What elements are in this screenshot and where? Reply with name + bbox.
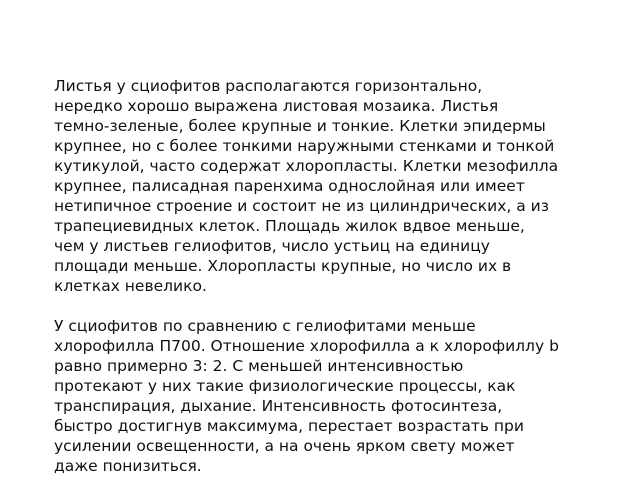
paragraph-shade-leaves: Листья у сциофитов располагаются горизонтально, нередко хорошо выражена листовая мозаика. Листья темно-зеленые, более крупные и тонкие. Клетки эпидермы крупнее, но с более тонкими наружными стенками и тонкой кутикулой, часто содержат хлоропласты. Клетки мезофилла крупнее, палисадная паренхима однослойная или имеет нетипичное строение и состоит не из цилиндрических, а из трапециевидных клеток. Площадь жилок вдвое меньше, чем у листьев гелиофитов, число устьиц на единицу площади меньше. Хлоропласты крупные, но число их в клетках невелико.: [54, 77, 559, 295]
paragraph-shade-physiology: У сциофитов по сравнению с гелиофитами меньше хлорофилла П700. Отношение хлорофилла а к хлорофиллу b равно примерно 3: 2. С меньшей интенсивностью протекают у них такие физиологические процессы, как транспирация, дыхание. Интенсивность фотосинтеза, быстро достигнув максимума, перестает возрастать при усилении освещенности, а на очень ярком свету может даже понизиться.: [54, 317, 559, 475]
paragraph-gap: [54, 296, 584, 316]
text-content: [54, 76, 584, 476]
